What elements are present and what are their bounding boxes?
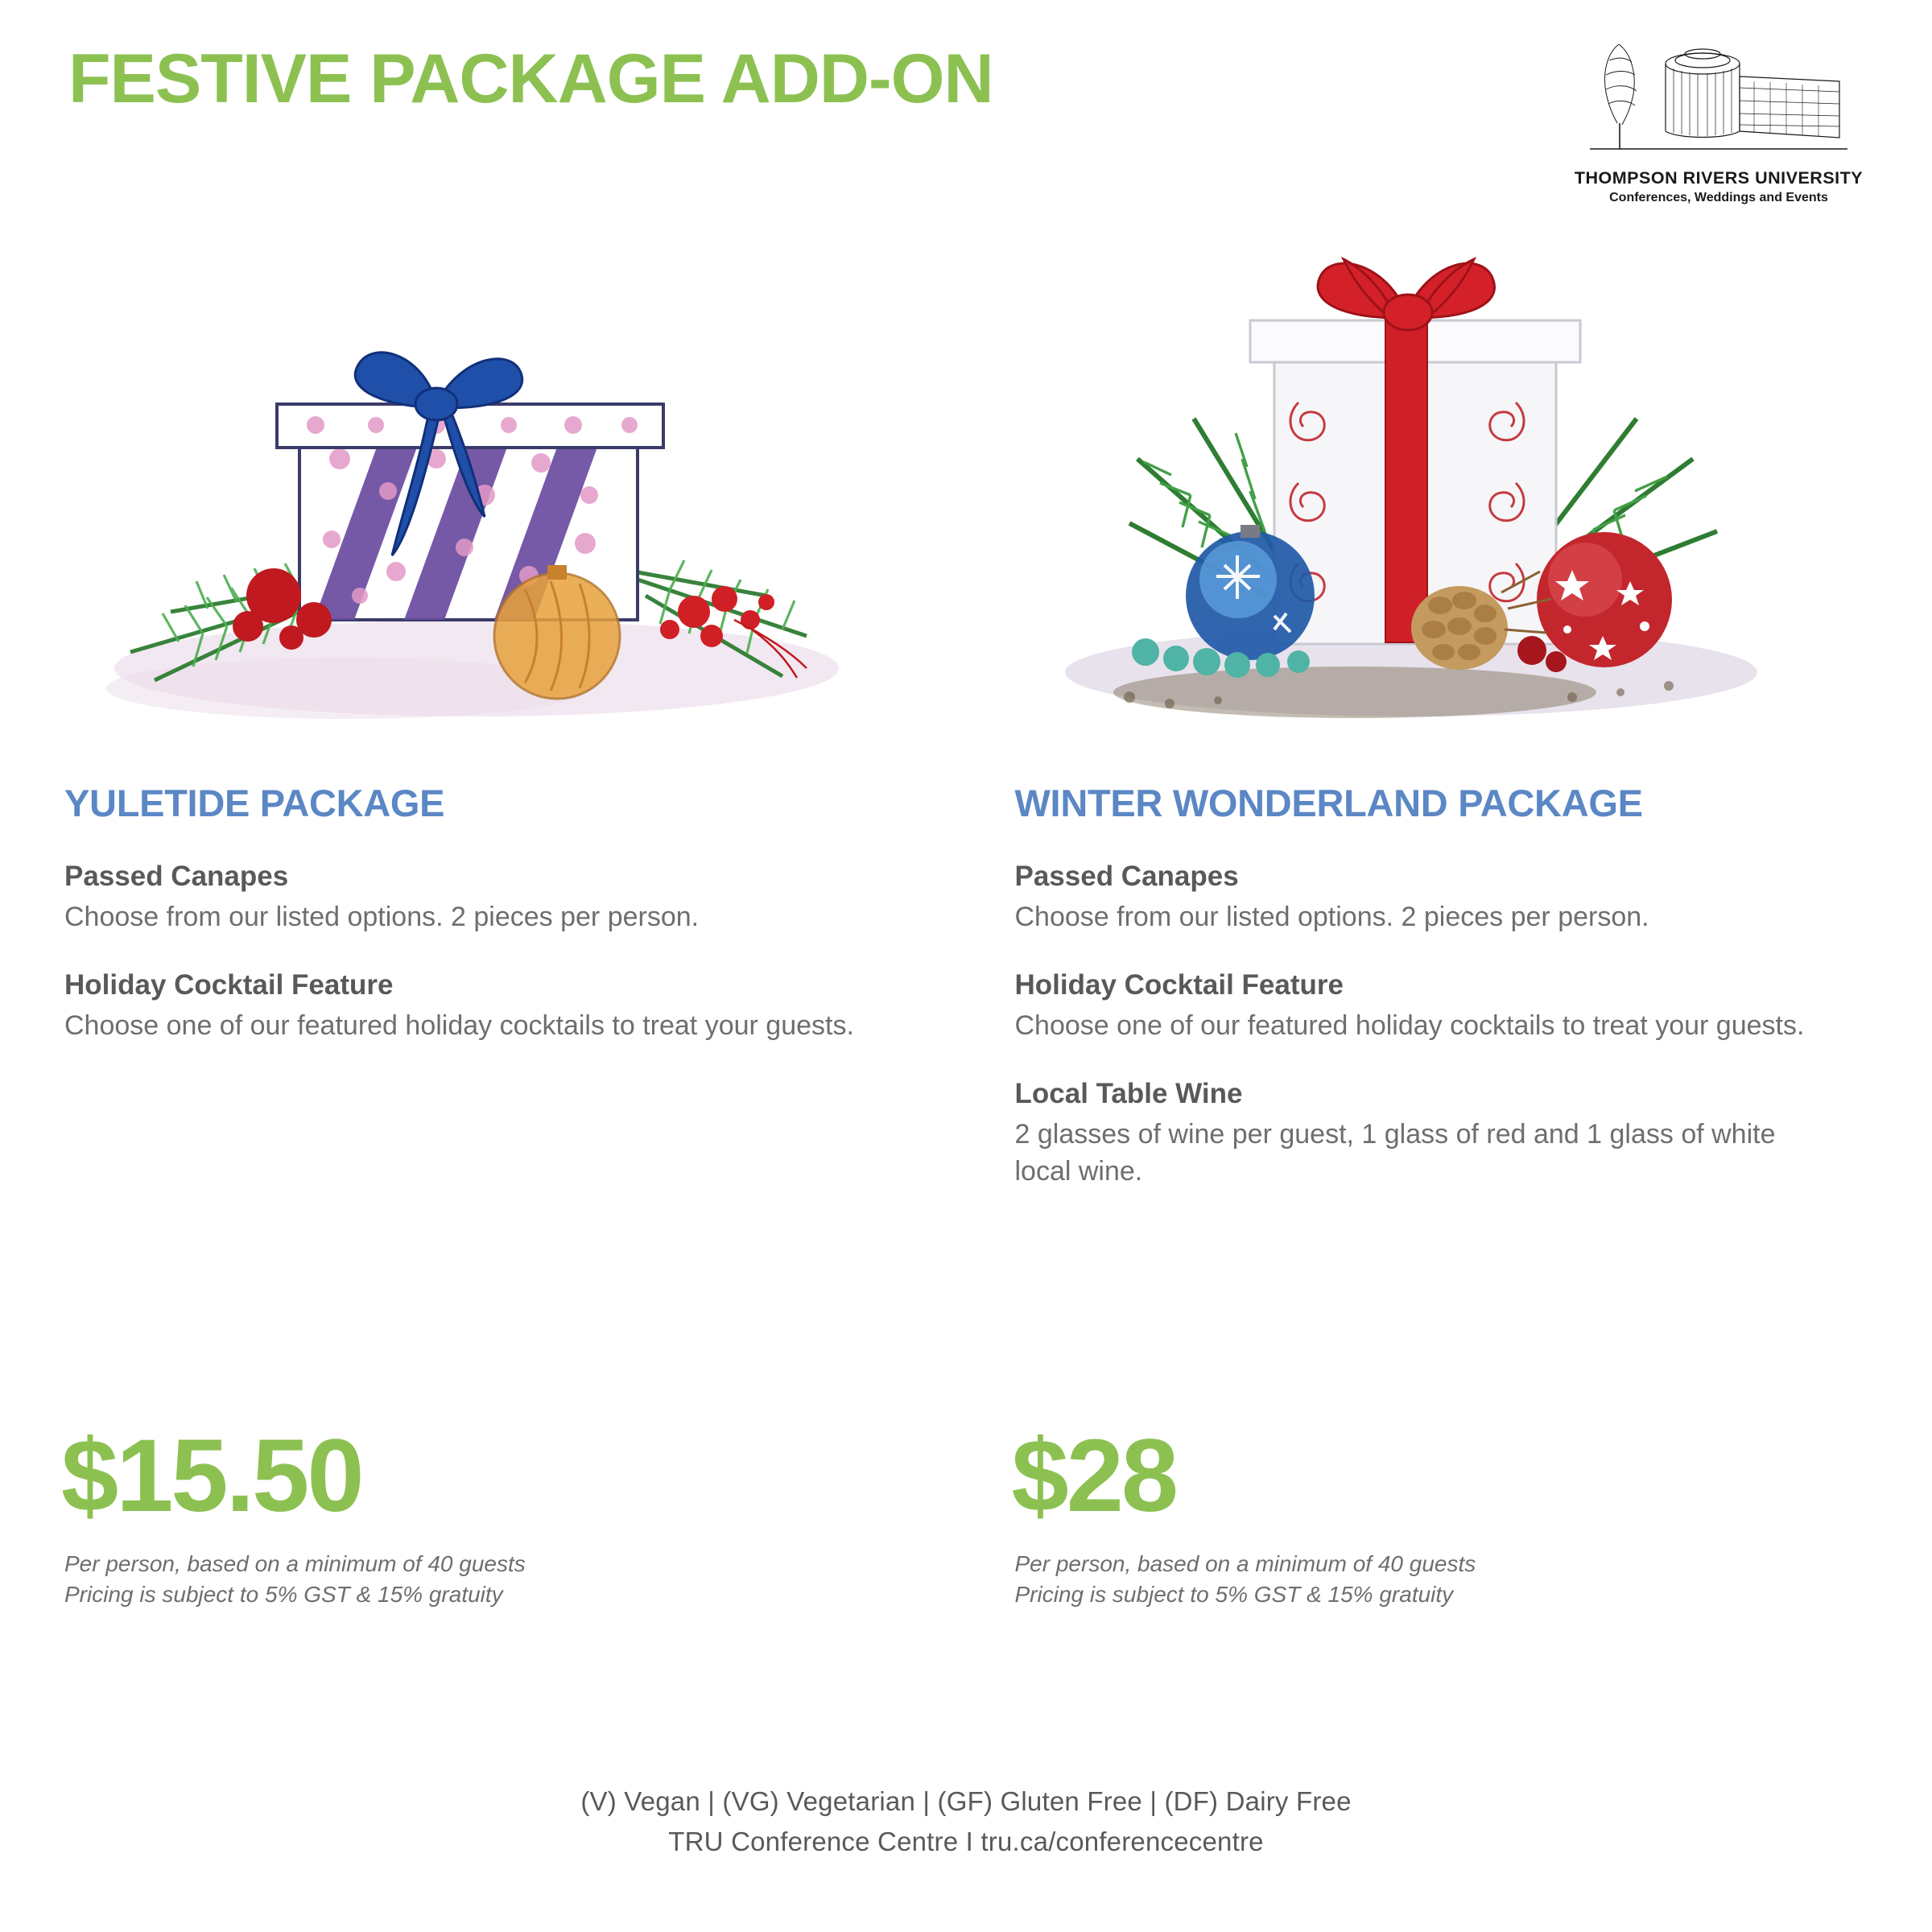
item-name: Local Table Wine	[1014, 1078, 1243, 1110]
price-note-line-1: Per person, based on a minimum of 40 guests	[1014, 1551, 1476, 1576]
item-name: Holiday Cocktail Feature	[1014, 969, 1344, 1001]
winter-wonderland-illustration	[1009, 217, 1875, 781]
tru-logo	[1574, 28, 1864, 205]
price-note	[64, 1549, 526, 1610]
logo-university-name: THOMPSON RIVERS UNIVERSITY	[1574, 168, 1864, 188]
price-note-line-1: Per person, based on a minimum of 40 guests	[64, 1551, 526, 1576]
price-note-line-2: Pricing is subject to 5% GST & 15% gratuity	[64, 1581, 503, 1607]
item-name: Holiday Cocktail Feature	[64, 969, 394, 1001]
packages-container	[58, 217, 1874, 1607]
page-header	[68, 40, 1864, 229]
package-item	[64, 861, 924, 935]
page-footer	[0, 1781, 1932, 1861]
package-price: $28	[1011, 1418, 1177, 1534]
package-item	[1015, 861, 1875, 935]
logo-department-name: Conferences, Weddings and Events	[1609, 191, 1828, 204]
contact-line: TRU Conference Centre I tru.ca/conferencecentre	[668, 1826, 1264, 1856]
package-title: YULETIDE PACKAGE	[64, 782, 445, 824]
price-note	[1015, 1549, 1476, 1610]
package-item	[64, 969, 924, 1044]
item-description: Choose one of our featured holiday cocktails to treat your guests.	[1014, 1010, 1805, 1042]
package-price: $15.50	[61, 1418, 362, 1534]
price-block	[1009, 1418, 1476, 1610]
item-name: Passed Canapes	[64, 861, 289, 892]
item-description: Choose from our listed options. 2 pieces per person.	[64, 902, 700, 932]
item-name: Passed Canapes	[1014, 861, 1239, 892]
package-card-yuletide	[58, 217, 924, 1607]
package-title: WINTER WONDERLAND PACKAGE	[1014, 782, 1643, 824]
package-item	[1015, 1078, 1875, 1189]
price-block	[58, 1418, 526, 1610]
page-title: FESTIVE PACKAGE ADD-ON	[68, 40, 993, 118]
item-description: Choose from our listed options. 2 pieces per person.	[1014, 902, 1649, 932]
package-item	[1015, 969, 1875, 1044]
yuletide-illustration	[58, 217, 924, 781]
tru-campus-building-logo-icon	[1582, 28, 1856, 165]
price-note-line-2: Pricing is subject to 5% GST & 15% gratuity	[1014, 1581, 1454, 1607]
item-description: 2 glasses of wine per guest, 1 glass of red and 1 glass of white local wine.	[1014, 1119, 1776, 1187]
package-card-winter-wonderland	[1009, 217, 1875, 1607]
dietary-legend: (V) Vegan | (VG) Vegetarian | (GF) Gluten Free | (DF) Dairy Free	[580, 1786, 1352, 1816]
item-description: Choose one of our featured holiday cocktails to treat your guests.	[64, 1010, 854, 1042]
